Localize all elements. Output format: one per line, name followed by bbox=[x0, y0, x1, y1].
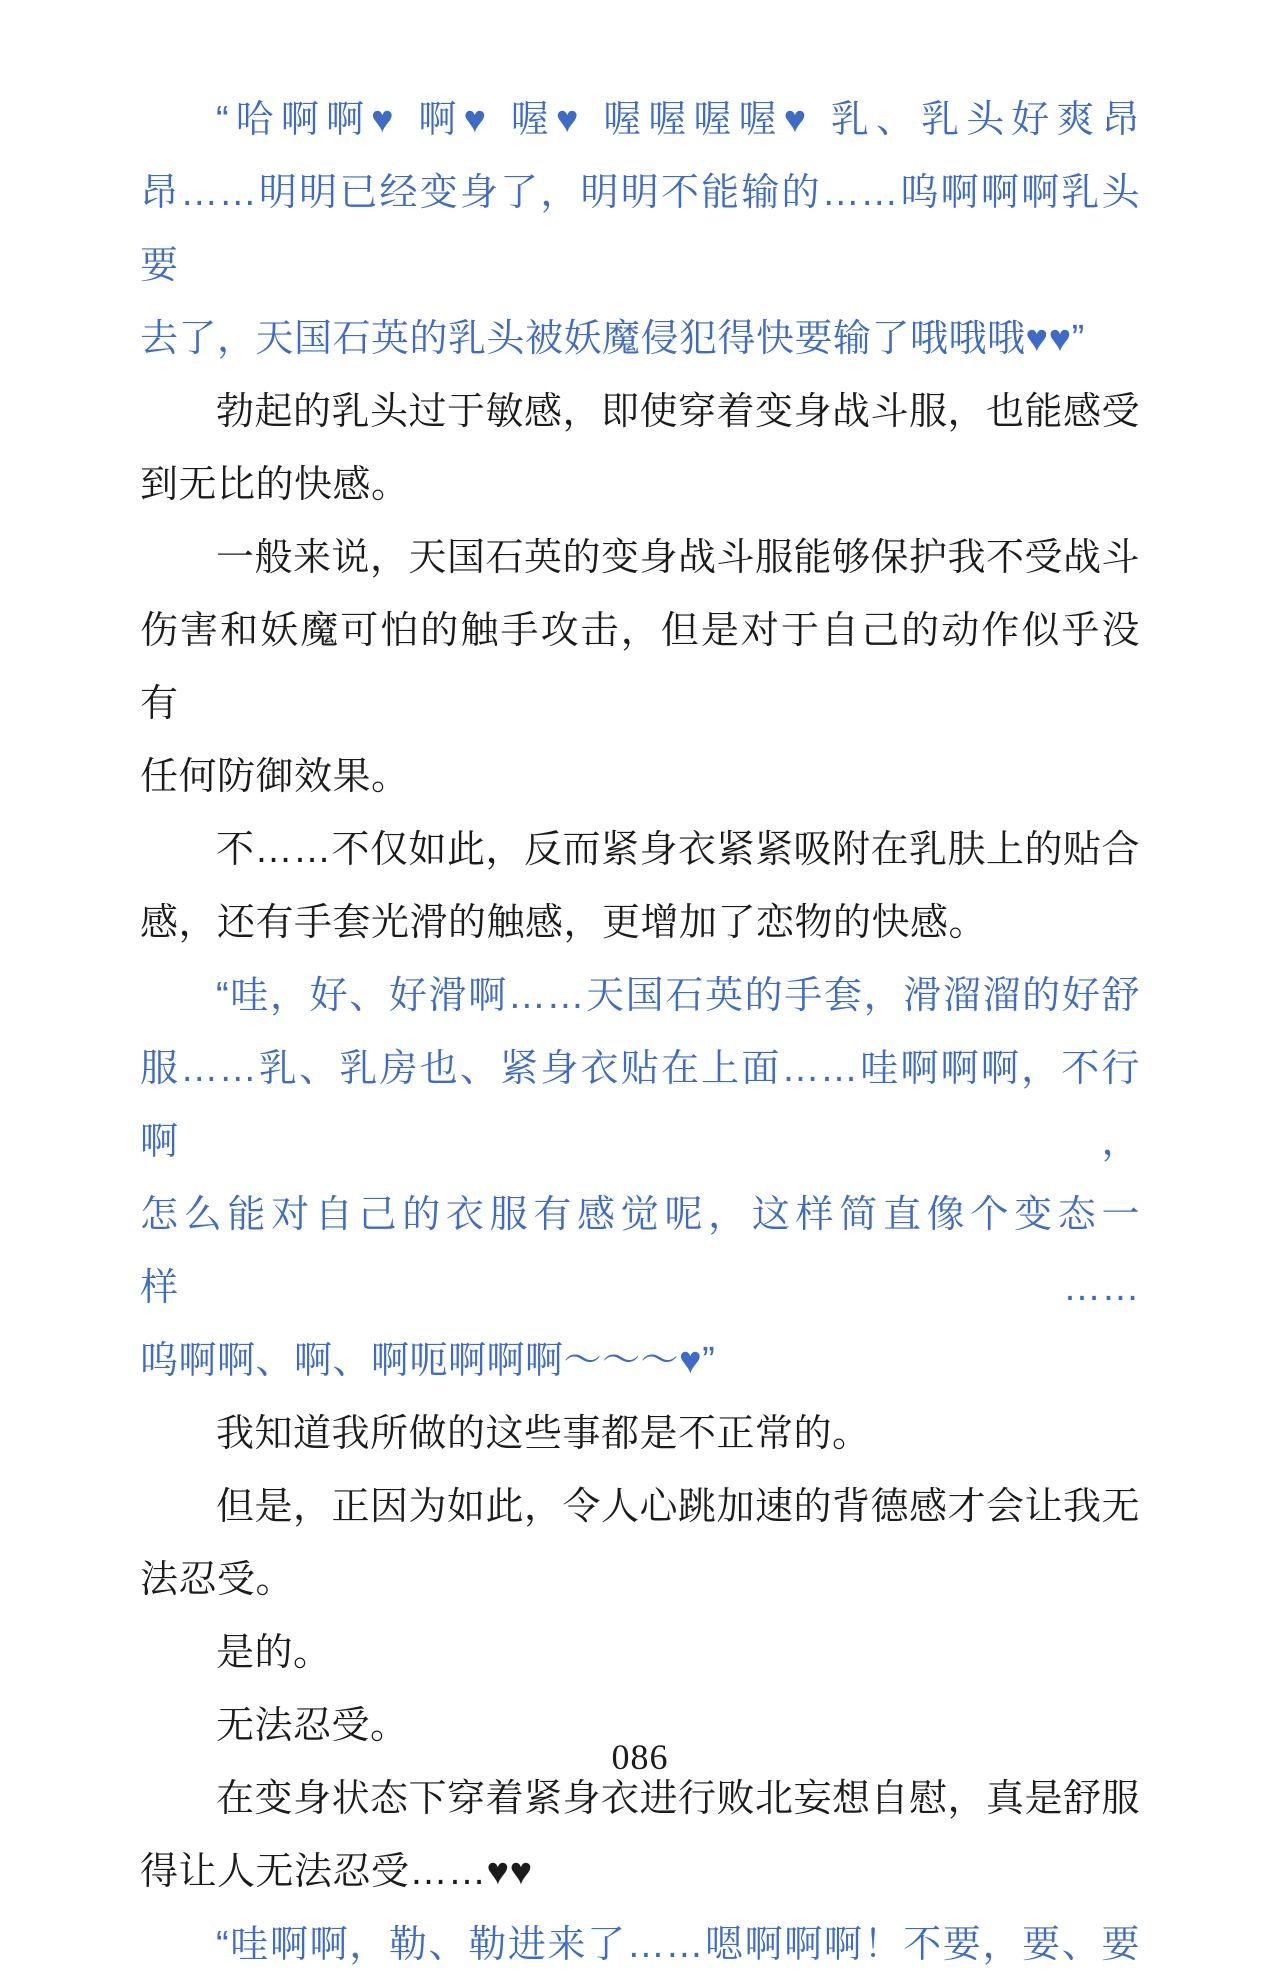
dialogue-paragraph bbox=[140, 1909, 1140, 1982]
text-line: 伤害和妖魔可怕的触手攻击，但是对于自己的动作似乎没有 bbox=[140, 610, 1140, 725]
text-line: 怎么能对自己的衣服有感觉呢，这样简直像个变态一样…… bbox=[140, 1194, 1140, 1309]
text-line: 无法忍受。 bbox=[216, 1705, 409, 1747]
narration-paragraph bbox=[140, 1398, 1140, 1471]
narration-paragraph bbox=[140, 376, 1140, 522]
text-line: 感，还有手套光滑的触感，更增加了恋物的快感。 bbox=[140, 902, 988, 944]
narration-paragraph bbox=[140, 1471, 1140, 1617]
dialogue-paragraph bbox=[140, 84, 1140, 376]
text-line: 得让人无法忍受……♥♥ bbox=[140, 1851, 533, 1893]
text-line: 是的。 bbox=[216, 1632, 332, 1674]
text-line: 一般来说，天国石英的变身战斗服能够保护我不受战斗 bbox=[216, 537, 1141, 579]
text-line: 到无比的快感。 bbox=[140, 464, 410, 506]
text-line: 在变身状态下穿着紧身衣进行败北妄想自慰，真是舒服 bbox=[216, 1778, 1141, 1820]
dialogue-paragraph bbox=[140, 960, 1140, 1398]
text-line: 服……乳、乳房也、紧身衣贴在上面……哇啊啊啊，不行啊， bbox=[140, 1048, 1140, 1163]
page-text bbox=[140, 84, 1140, 1982]
narration-paragraph bbox=[140, 1617, 1140, 1690]
text-line: “哈啊啊♥ 啊♥ 喔♥ 喔喔喔喔♥ 乳、乳头好爽昂 bbox=[216, 99, 1140, 141]
text-line: 我知道我所做的这些事都是不正常的。 bbox=[216, 1413, 871, 1455]
text-line: “哇啊啊，勒、勒进来了……嗯啊啊啊！不要，要、要 bbox=[216, 1924, 1140, 1966]
text-line: 呜啊啊、啊、啊呃啊啊啊～～～♥” bbox=[140, 1340, 716, 1382]
text-line: 法忍受。 bbox=[140, 1559, 295, 1601]
narration-paragraph bbox=[140, 814, 1140, 960]
page-number: 086 bbox=[611, 1737, 669, 1777]
text-line: 任何防御效果。 bbox=[140, 756, 410, 798]
text-line: 但是，正因为如此，令人心跳加速的背德感才会让我无 bbox=[216, 1486, 1141, 1528]
text-line: 去了，天国石英的乳头被妖魔侵犯得快要输了哦哦哦♥♥” bbox=[140, 318, 1085, 360]
text-line: 勃起的乳头过于敏感，即使穿着变身战斗服，也能感受 bbox=[216, 391, 1141, 433]
text-line: 不……不仅如此，反而紧身衣紧紧吸附在乳肤上的贴合 bbox=[216, 829, 1141, 871]
narration-paragraph bbox=[140, 522, 1140, 814]
text-line: 昂……明明已经变身了，明明不能输的……呜啊啊啊乳头要 bbox=[140, 172, 1140, 287]
narration-paragraph bbox=[140, 1763, 1140, 1909]
text-line: “哇，好、好滑啊……天国石英的手套，滑溜溜的好舒 bbox=[216, 975, 1140, 1017]
